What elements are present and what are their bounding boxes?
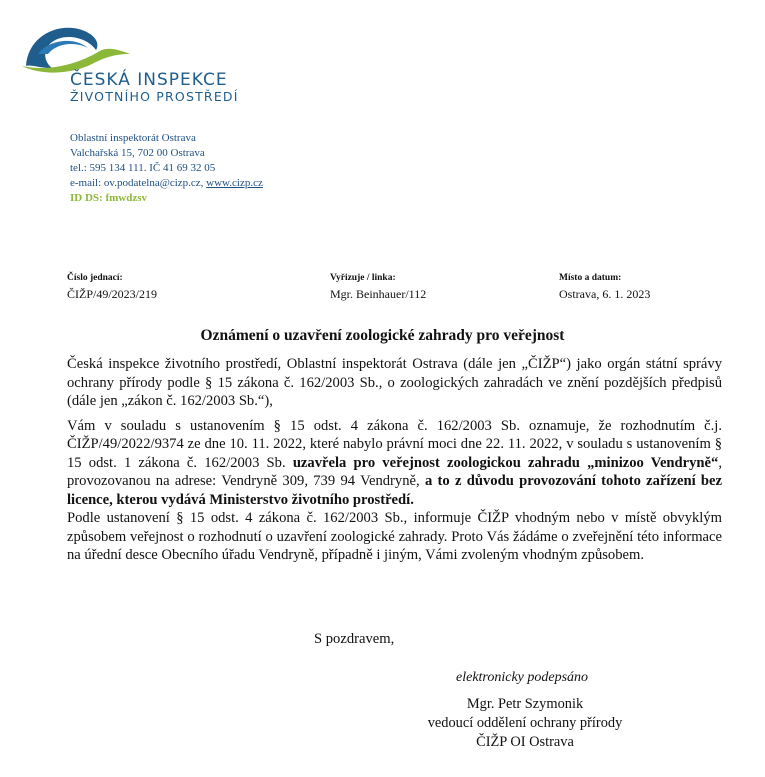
greeting: S pozdravem, [314, 631, 395, 647]
handler-label: Vyřizuje / linka: [330, 273, 396, 283]
paragraph-1: Česká inspekce životního prostředí, Oblastní inspektorát Ostrava (dále jen „ČIŽP“) jako orgán státní správy ochrany přírody podle § 15 zákona č. 162/2003 Sb., o zoologických zahradách ve znění pozdějších předpisů (dále jen „zákon č. 162/2003 Sb.“), [67, 356, 722, 409]
place-value: Ostrava, 6. 1. 2023 [559, 287, 651, 301]
signatory-position: vedoucí oddělení ochrany přírody [427, 715, 623, 731]
handler-value: Mgr. Beinhauer/112 [330, 287, 427, 301]
esign-note: elektronicky podepsáno [456, 670, 589, 685]
data-box-id: ID DS: fmwdzsv [70, 192, 147, 204]
signature-block [400, 695, 650, 752]
org-name-line1: ČESKÁ INSPEKCE [70, 70, 228, 90]
org-name-line2: ŽIVOTNÍHO PROSTŘEDÍ [70, 89, 239, 104]
website-link[interactable]: www.cizp.cz [206, 177, 263, 189]
ref-value: ČIŽP/49/2023/219 [67, 287, 158, 301]
paragraph-2 [67, 417, 722, 510]
paragraph-2-bold2: a to z důvodu provozování tohoto zařízení bez licence, kterou vydává Ministerstvo životního prostředí. [67, 473, 722, 508]
document-title: Oznámení o uzavření zoologické zahrady pro veřejnost [200, 327, 565, 344]
paragraph-2-part2: , provozovanou na adrese: Vendryně 309, 739 94 Vendryně, [67, 454, 722, 489]
office-email-line [70, 176, 263, 191]
office-contact [70, 131, 263, 206]
place-label: Místo a datum: [559, 273, 622, 283]
office-name: Oblastní inspektorát Ostrava [70, 132, 196, 144]
signatory-name: Mgr. Petr Szymonik [466, 696, 584, 712]
ref-label: Číslo jednací: [67, 273, 123, 283]
paragraph-3: Podle ustanovení § 15 odst. 4 zákona č. 162/2003 Sb., informuje ČIŽP vhodným nebo v místě obvyklým způsobem veřejnost o rozhodnutí o uzavření zoologické zahrady. Proto Vás žádáme o zveřejnění této informace na úřední desce Obecního úřadu Vendryně, případně i jiným, Vámi zvoleným vhodným způsobem. [67, 510, 722, 563]
paragraph-2-part1: Vám v souladu s ustanovením § 15 odst. 4 zákona č. 162/2003 Sb. oznamuje, že rozhodnutím č.j. ČIŽP/49/2022/9374 ze dne 10. 11. 2022, které nabylo právní moci dne 22. 11. 2022, v souladu s ustanovením § 15 odst. 1 zákona č. 162/2003 Sb. [67, 417, 722, 471]
ref-block [67, 270, 157, 302]
office-phone: tel.: 595 134 111. IČ 41 69 32 05 [70, 162, 216, 174]
document-body [67, 355, 722, 565]
place-block [559, 270, 650, 302]
paragraph-2-bold1: uzavřela pro veřejnost zoologickou zahradu „minizoo Vendryně“ [292, 454, 719, 471]
office-email: e-mail: ov.podatelna@cizp.cz, [70, 177, 204, 189]
handler-block [330, 270, 426, 302]
signatory-unit: ČIŽP OI Ostrava [476, 734, 574, 750]
office-address: Valchařská 15, 702 00 Ostrava [70, 147, 205, 159]
